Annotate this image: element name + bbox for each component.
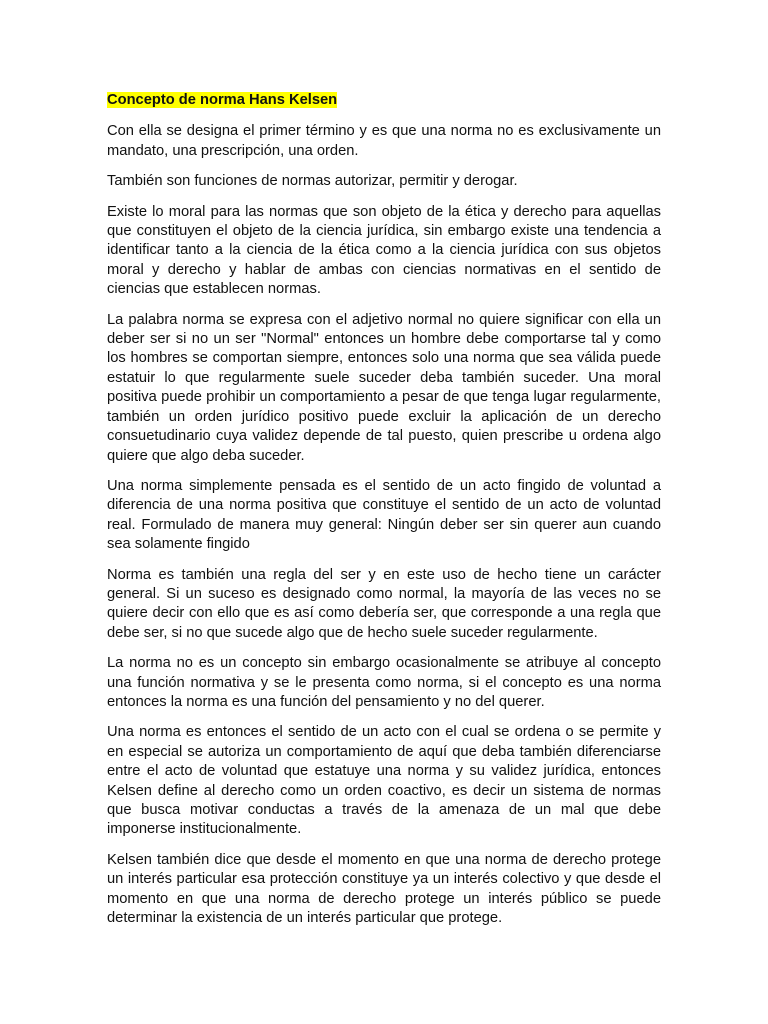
paragraph-5: Una norma simplemente pensada es el sentido de un acto fingido de voluntad a diferencia de una norma positiva que constituye el sentido de un acto de voluntad real. Formulado de manera muy general: Ningún deber ser sin querer aun cuando sea solamente fingido (107, 477, 661, 553)
paragraph-3: Existe lo moral para las normas que son objeto de la ética y derecho para aquellas que constituyen el objeto de la ciencia jurídica, sin embargo existe una tendencia a identificar tanto a la ciencia de la ética como a la ciencia jurídica con sus objetos moral y derecho y hablar de ambas con ciencias normativas en el sentido de ciencias que establecen normas. (107, 203, 661, 298)
paragraph-7: La norma no es un concepto sin embargo ocasionalmente se atribuye al concepto una función normativa y se le presenta como norma, si el concepto es una norma entonces la norma es una función del pensamiento y no del querer. (107, 655, 661, 710)
document-title (107, 91, 661, 110)
paragraph-9: Kelsen también dice que desde el momento en que una norma de derecho protege un interés particular esa protección constituye ya un interés colectivo y que desde el momento en que una norma de derecho protege un interés público se puede determinar la existencia de un interés particular que protege. (107, 851, 661, 927)
document-title-text: Concepto de norma Hans Kelsen (107, 92, 338, 108)
paragraph-4: La palabra norma se expresa con el adjetivo normal no quiere significar con ella un deber ser si no un ser "Normal" entonces un hombre debe comportarse tal y como los hombres se comportan siempre, entonces solo una norma que sea válida puede estatuir lo que regularmente suele suceder deba también suceder. Una moral positiva puede prohibir un comportamiento a pesar de que tenga lugar regularmente, también un orden jurídico positivo puede excluir la aplicación de un derecho consuetudinario cuya validez depende de tal puesto, quien prescribe u ordena algo quiere que algo deba suceder. (107, 311, 661, 464)
paragraph-2: También son funciones de normas autorizar, permitir y derogar. (107, 173, 518, 190)
paragraph-1: Con ella se designa el primer término y es que una norma no es exclusivamente un mandato, una prescripción, una orden. (107, 123, 661, 159)
paragraph-8: Una norma es entonces el sentido de un acto con el cual se ordena o se permite y en especial se autoriza un comportamiento de aquí que deba también diferenciarse entre el acto de voluntad que estatuye una norma y su validez jurídica, entonces Kelsen define al derecho como un orden coactivo, es decir un sistema de normas que busca motivar conductas a través de la amenaza de un mal que debe imponerse institucionalmente. (107, 724, 661, 838)
document-body (107, 91, 661, 939)
paragraph-6: Norma es también una regla del ser y en este uso de hecho tiene un carácter general. Si un suceso es designado como normal, la mayoría de las veces no se quiere decir con ello que es así como debería ser, que corresponde a una regla que debe ser, si no que sucede algo que de hecho suele suceder regularmente. (107, 566, 661, 641)
